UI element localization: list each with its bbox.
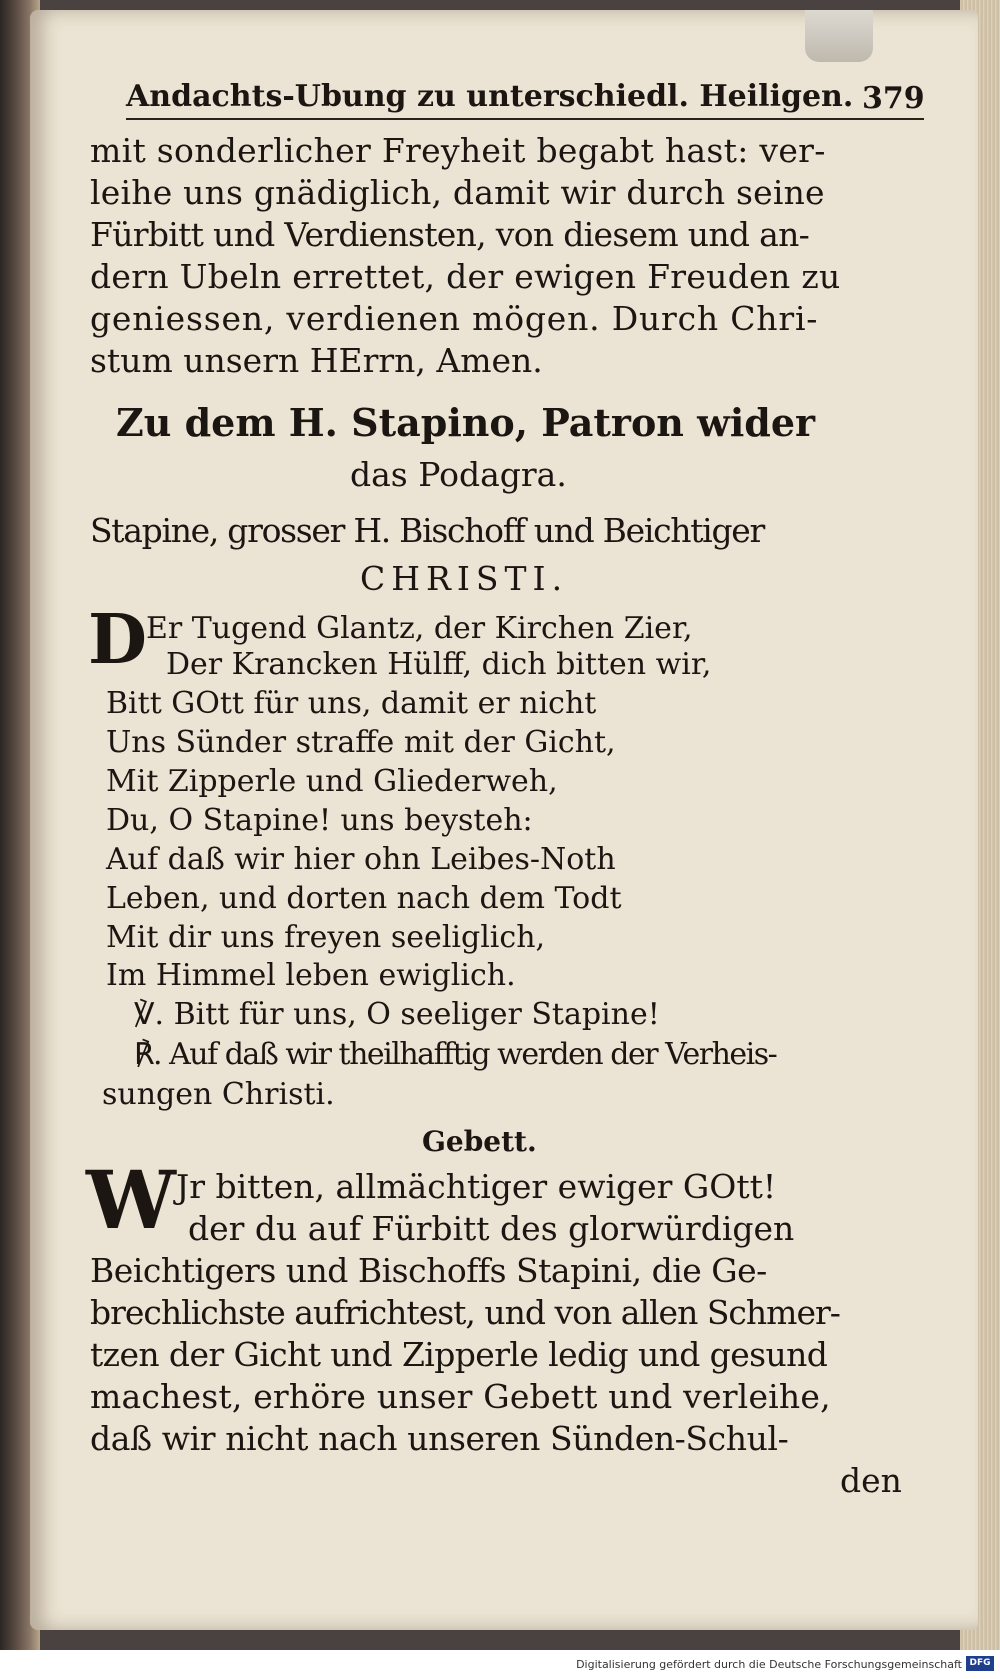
text-line: mit sonderlicher Freyheit begabt hast: ver-	[90, 131, 826, 170]
verse-line: Mit Zipperle und Gliederweh,	[106, 764, 558, 799]
paper-page	[30, 10, 978, 1630]
text-line: Fürbitt und Verdiensten, von diesem und an-	[90, 215, 810, 254]
prayer-initial: W	[86, 1153, 176, 1247]
response-cont: sungen Christi.	[102, 1077, 335, 1112]
catchword: den	[840, 1461, 902, 1500]
verse-line: Auf daß wir hier ohn Leibes-Noth	[106, 842, 616, 877]
text-line: brechlichste aufrichtest, und von allen Schmer-	[90, 1293, 840, 1332]
text-line: machest, erhöre unser Gebett und verleihe,	[90, 1377, 831, 1416]
section-title-cont: das Podagra.	[350, 455, 567, 494]
section-subtitle: Stapine, grosser H. Bischoff und Beichtiger	[90, 511, 764, 550]
verse-line: Bitt GOtt für uns, damit er nicht	[106, 686, 597, 721]
prayer-heading: Gebett.	[422, 1125, 537, 1158]
verse-line: Der Krancken Hülff, dich bitten wir,	[166, 647, 712, 682]
verse-line: Uns Sünder straffe mit der Gicht,	[106, 725, 616, 760]
text-line: tzen der Gicht und Zipperle ledig und gesund	[90, 1335, 828, 1374]
text-line: der du auf Fürbitt des glorwürdigen	[188, 1209, 795, 1248]
page-content	[30, 10, 978, 1630]
header-rule	[126, 118, 924, 120]
text-line: leihe uns gnädiglich, damit wir durch seine	[90, 173, 825, 212]
section-subtitle-cont: CHRISTI.	[360, 559, 569, 598]
text-line: stum unsern HErrn, Amen.	[90, 341, 543, 380]
hymn-initial: D	[88, 600, 147, 680]
page-number: 379	[862, 81, 925, 116]
text-line: Jr bitten, allmächtiger ewiger GOtt!	[176, 1167, 777, 1206]
funding-credit: Digitalisierung gefördert durch die Deutsche Forschungsgemeinschaft	[576, 1658, 962, 1671]
verse-line: Mit dir uns freyen seeliglich,	[106, 920, 546, 955]
dfg-logo: DFG	[966, 1656, 994, 1671]
text-line: dern Ubeln errettet, der ewigen Freuden zu	[90, 257, 841, 296]
text-line: daß wir nicht nach unseren Sünden-Schul-	[90, 1419, 789, 1458]
response: ℟. Auf daß wir theilhafftig werden der Verheis-	[134, 1037, 777, 1072]
verse-line: Er Tugend Glantz, der Kirchen Zier,	[146, 611, 693, 646]
text-line: Beichtigers und Bischoffs Stapini, die Ge-	[90, 1251, 767, 1290]
digitization-footer	[0, 1650, 1000, 1679]
running-title: Andachts-Ubung zu unterschiedl. Heiligen.	[126, 79, 854, 114]
verse-line: Leben, und dorten nach dem Todt	[106, 881, 622, 916]
verse-line: Im Himmel leben ewiglich.	[106, 958, 516, 993]
versicle: ℣. Bitt für uns, O seeliger Stapine!	[134, 997, 660, 1032]
text-line: geniessen, verdienen mögen. Durch Chri-	[90, 299, 819, 338]
verse-line: Du, O Stapine! uns beysteh:	[106, 803, 533, 838]
section-title: Zu dem H. Stapino, Patron wider	[116, 400, 816, 445]
